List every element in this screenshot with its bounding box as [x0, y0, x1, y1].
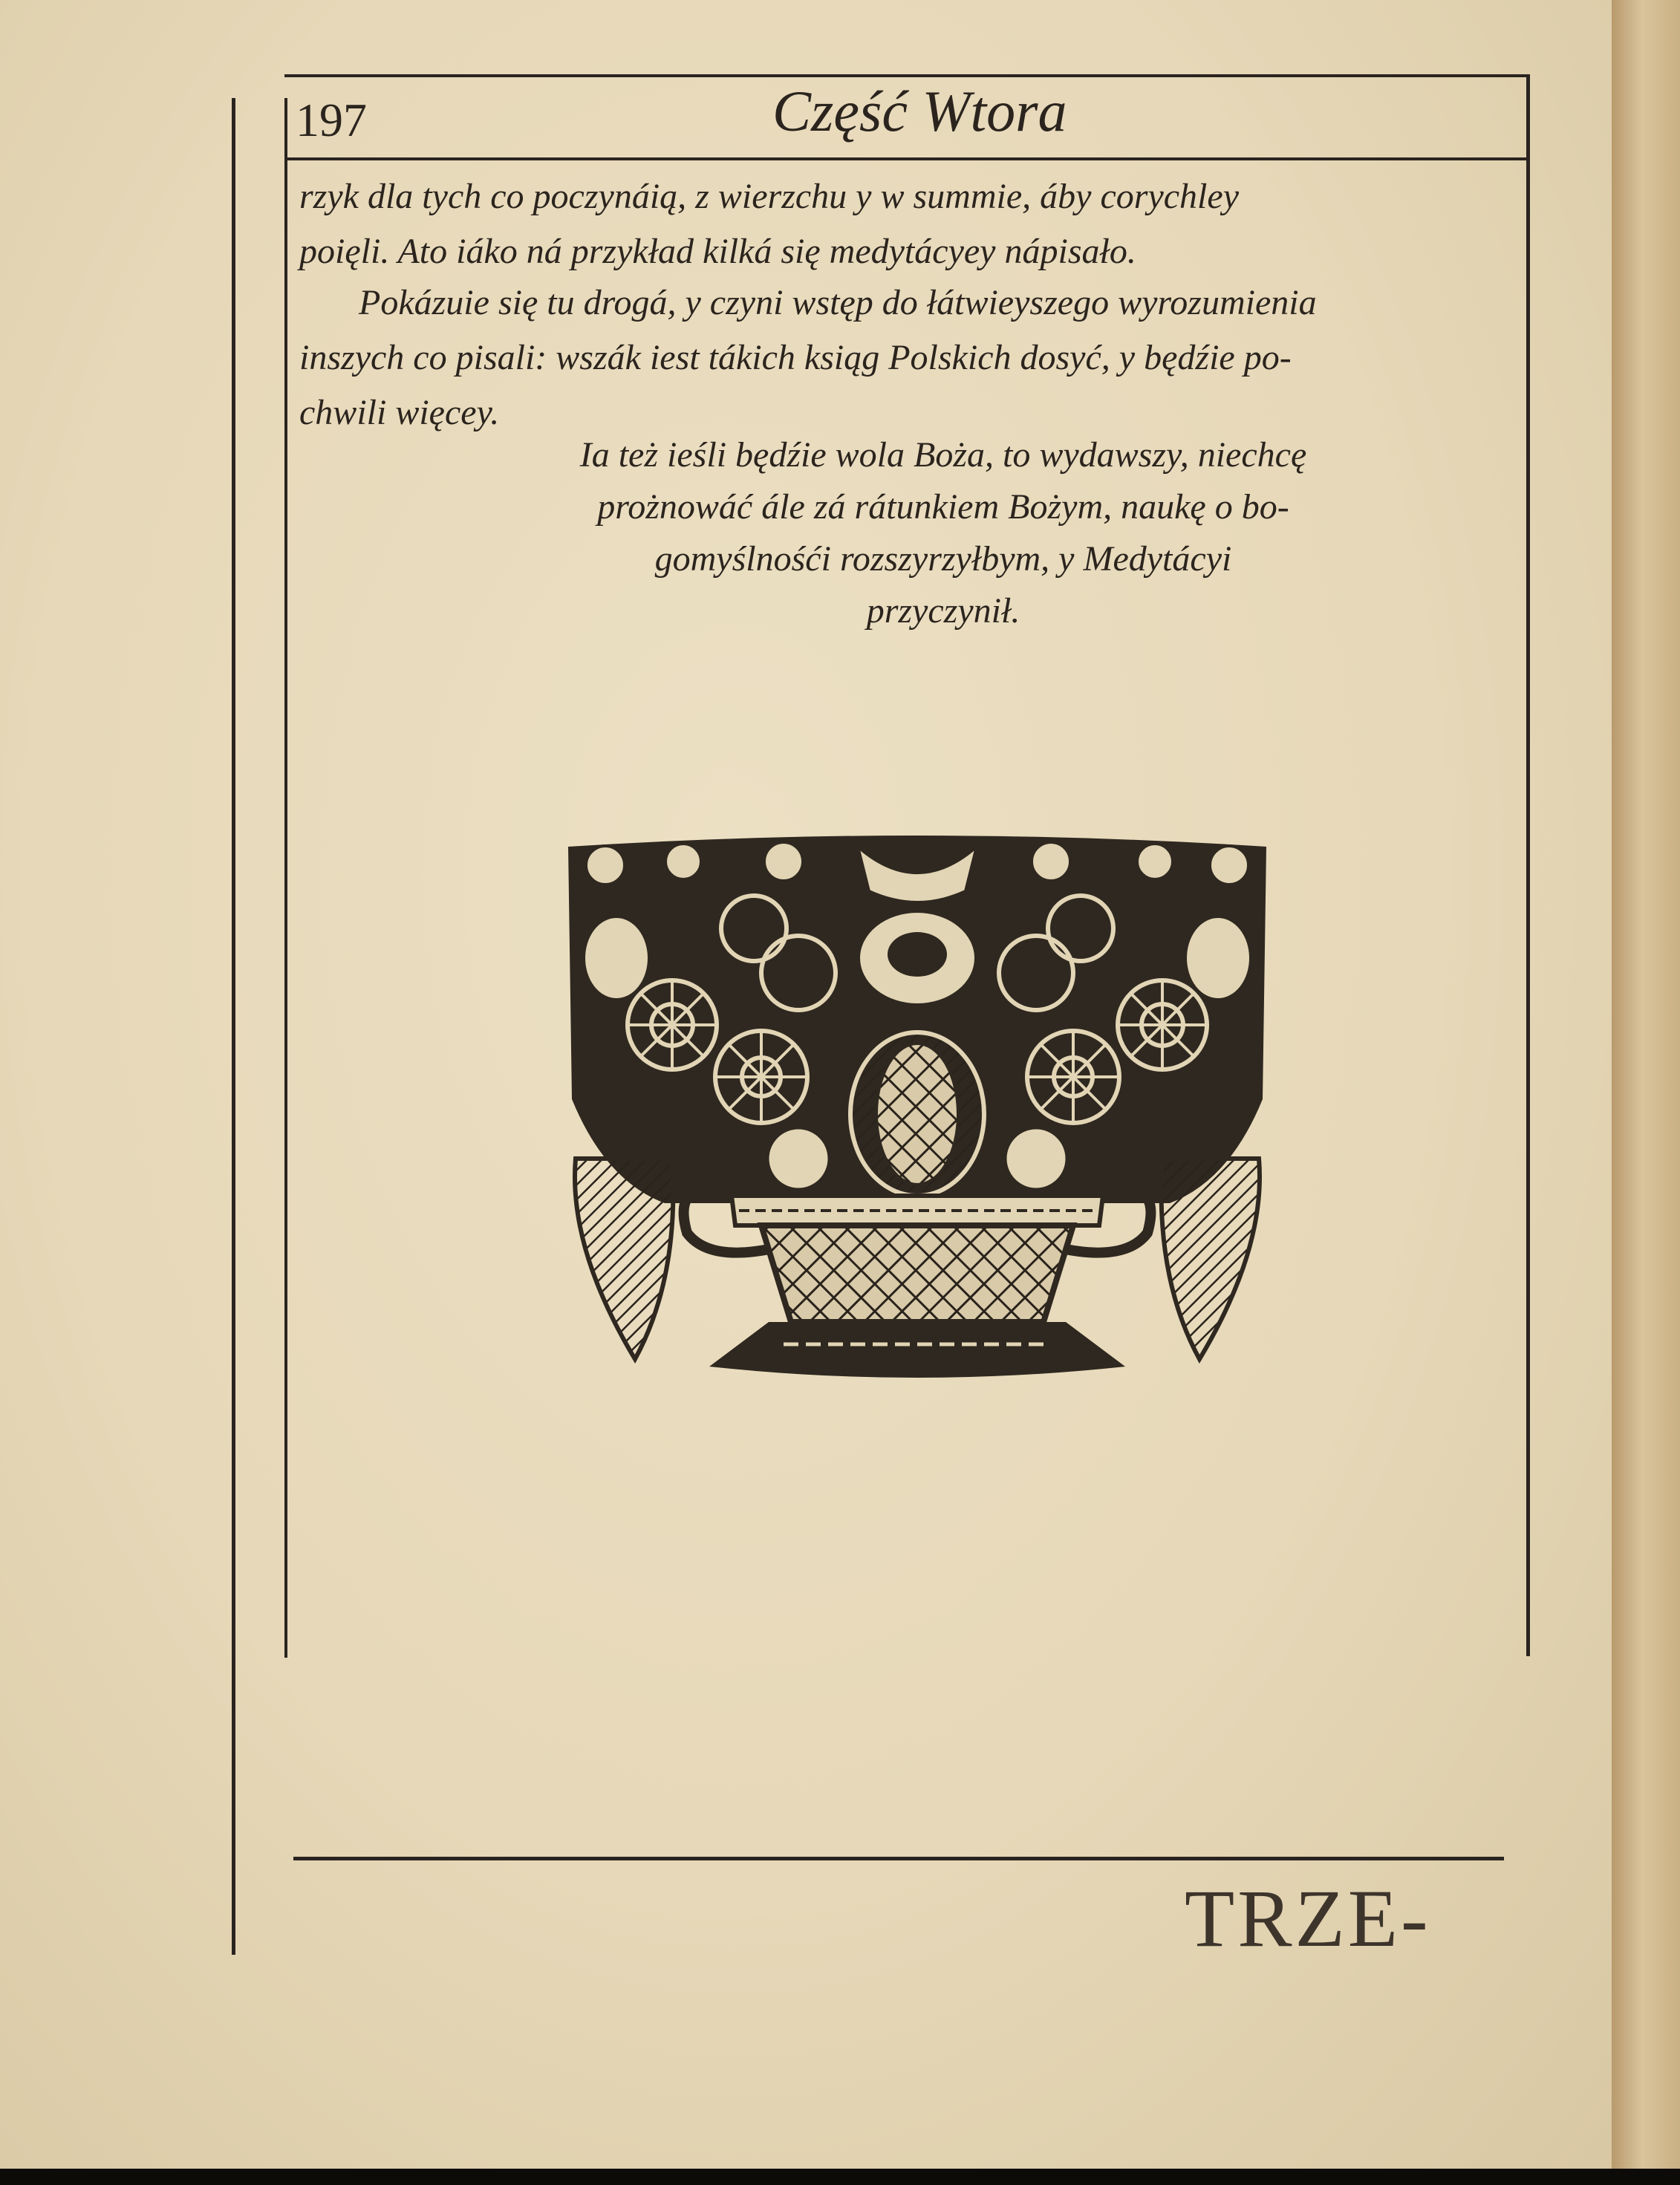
scan-background-strip — [0, 2169, 1680, 2185]
outer-left-border — [232, 98, 235, 1955]
paragraph-continuation — [299, 169, 1239, 279]
paragraph-pokazuie — [299, 276, 1317, 440]
text-line: rzyk dla tych co poczynáią, z wierzchu y w summie, áby corychley — [299, 177, 1239, 216]
text-line: chwili więcey. — [299, 393, 500, 432]
text-line: Pokázuie się tu drogá, y czyni wstęp do łátwieyszego wyrozumienia — [359, 283, 1317, 322]
text-line: poięli. Ato iáko ná przykład kilká się medytácyey nápisało. — [299, 232, 1136, 271]
running-head: Część Wtora — [772, 79, 1067, 143]
text-line: przyczynił. — [866, 591, 1020, 631]
page-number: 197 — [296, 94, 367, 146]
top-border-rule — [284, 74, 1530, 77]
text-line: Ia też ieśli będźie wola Boża, to wydawszy, niechcę — [579, 435, 1307, 475]
facing-page-edge — [1612, 0, 1680, 2185]
header-rule — [284, 157, 1530, 160]
text-line: gomyślnośći rozszyrzyłbym, y Medytácyi — [654, 539, 1232, 579]
right-border — [1526, 74, 1530, 1656]
catchword: TRZE- — [1185, 1873, 1431, 1964]
text-line: inszych co pisali: wszák iest tákich ksiąg Polskich dosyć, y będźie po- — [299, 338, 1292, 377]
flower-basket-woodcut-icon — [561, 832, 1274, 1396]
text-line: prożnowáć ále zá rátunkiem Bożym, naukę o bo- — [597, 487, 1289, 527]
inner-left-border — [284, 98, 287, 1658]
paragraph-closing-centered — [416, 429, 1471, 637]
bottom-border-rule — [293, 1857, 1504, 1860]
